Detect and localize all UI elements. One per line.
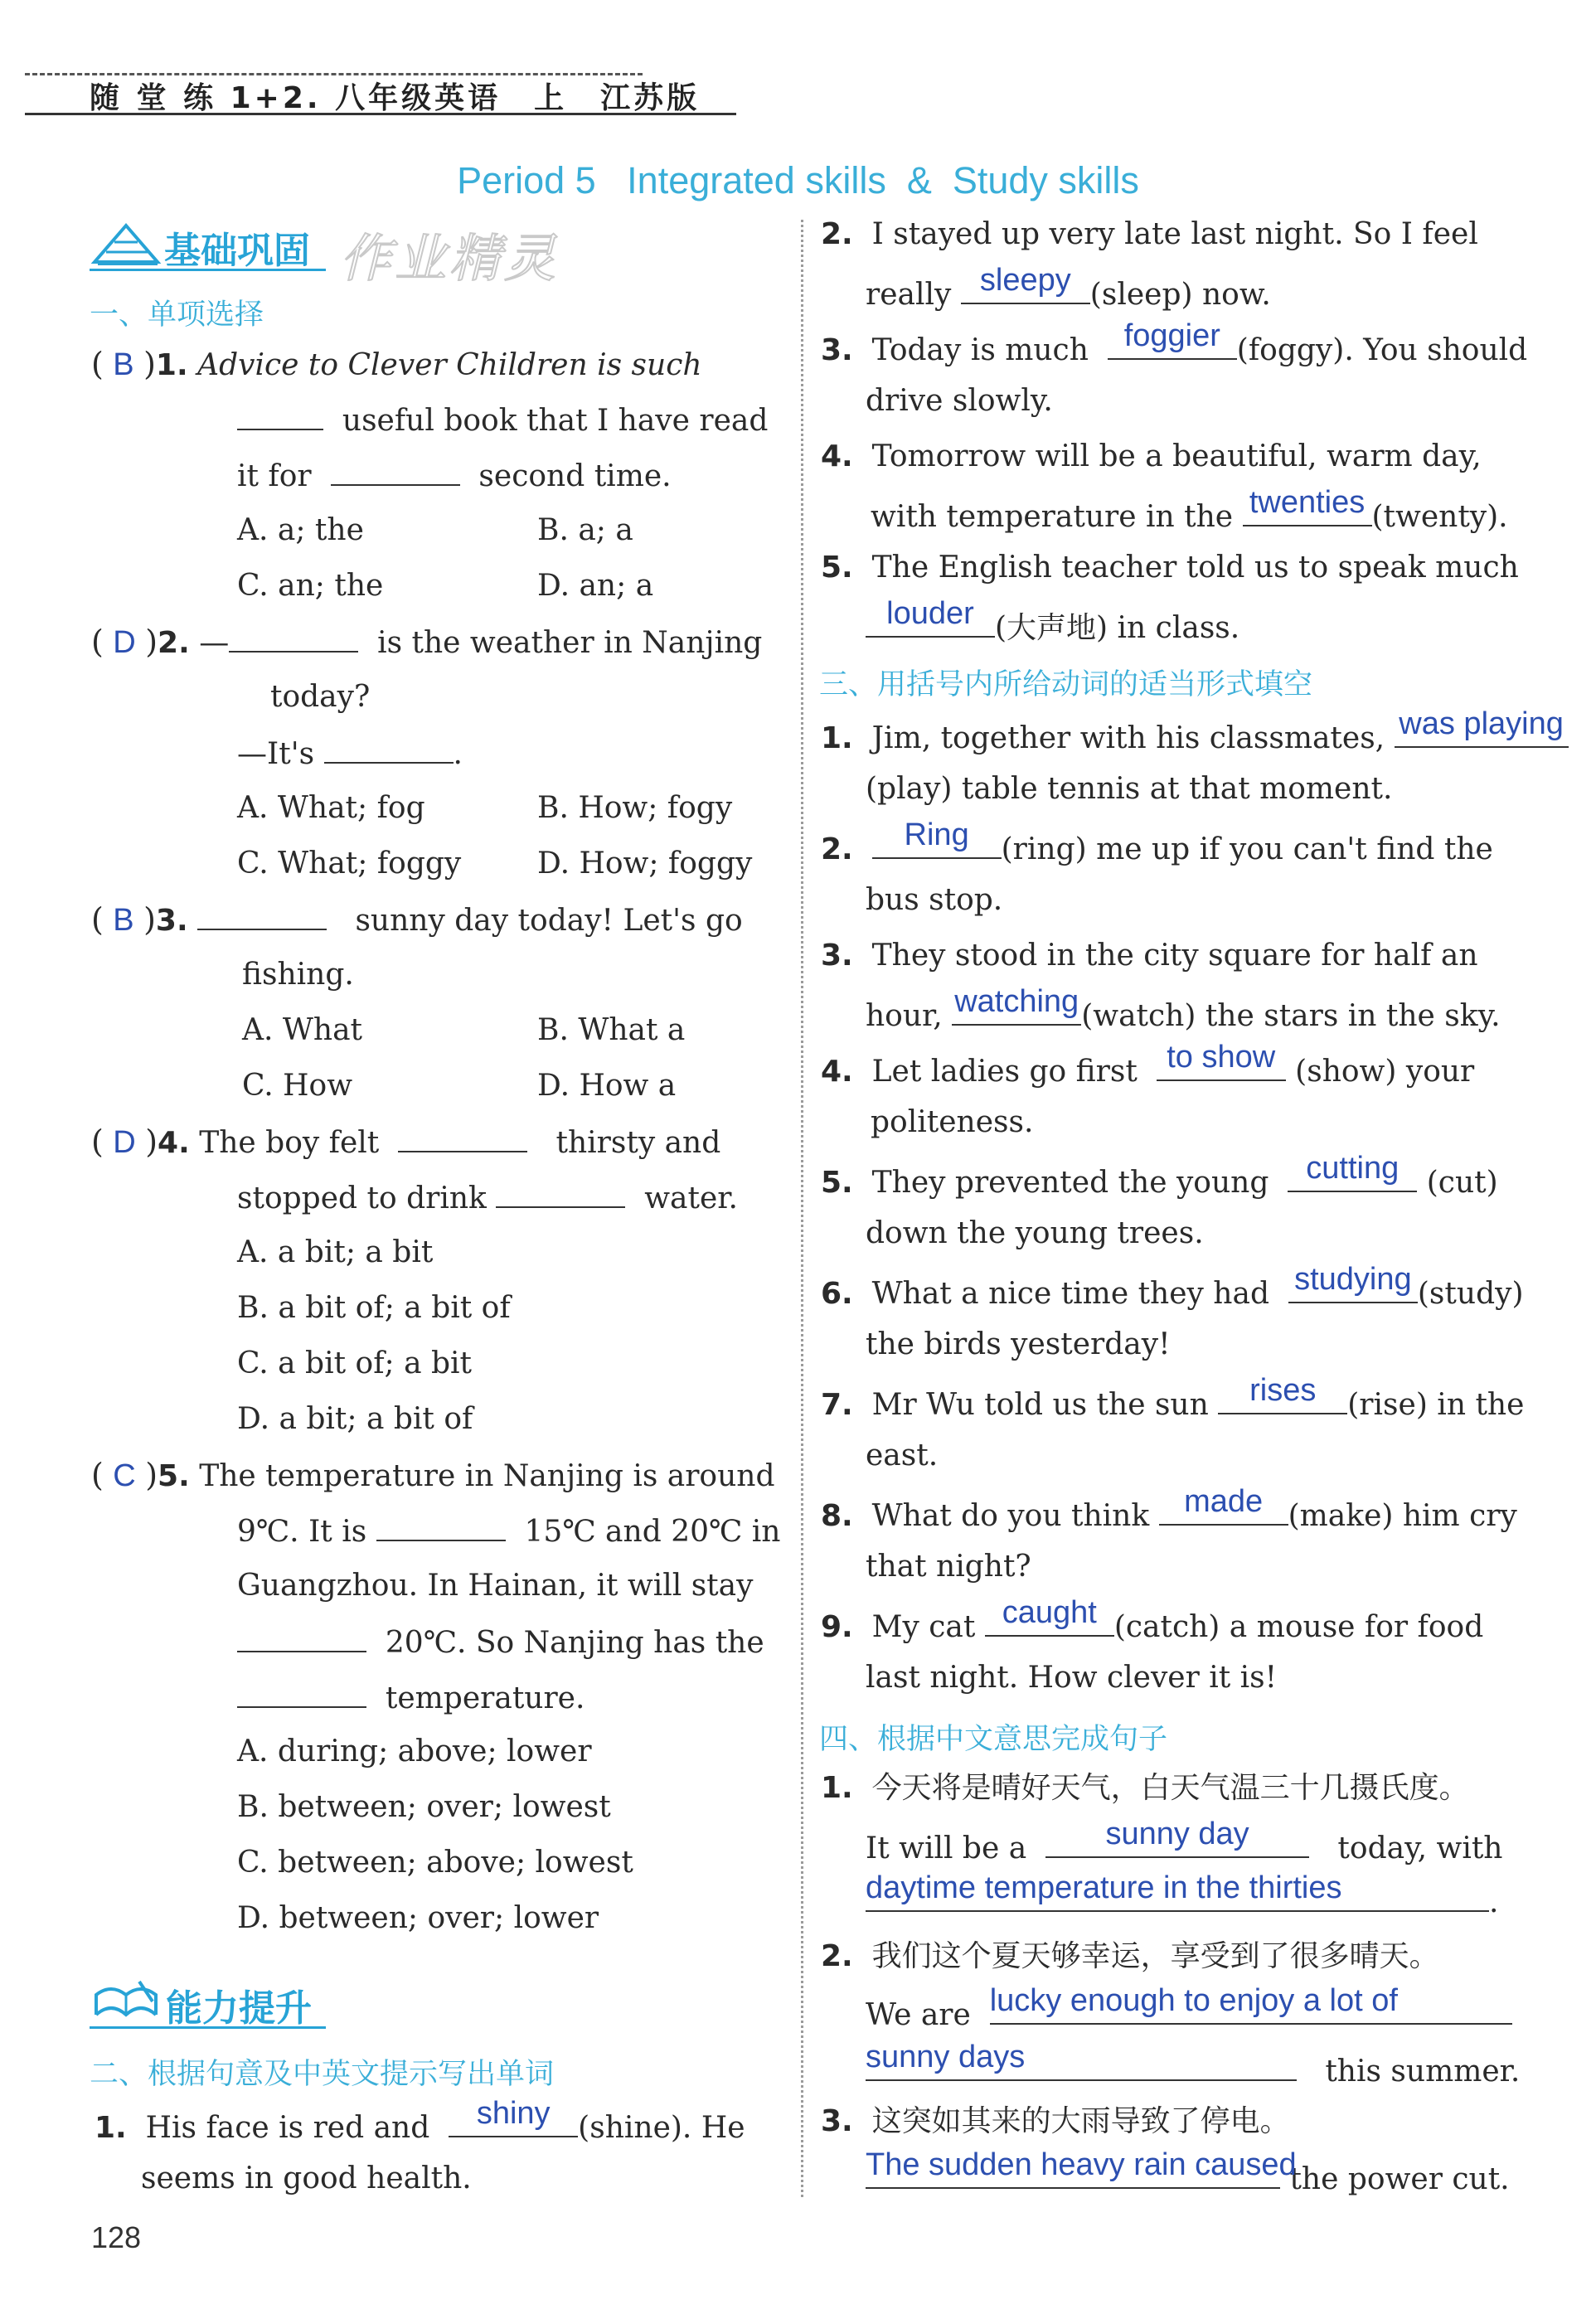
s3-answer-8: made: [1184, 1484, 1264, 1519]
s2-answer-2: sleepy: [979, 263, 1071, 298]
mc-5-option-b: B. between; over; lowest: [237, 1790, 611, 1824]
mc-3-option-b: B. What a: [537, 1013, 686, 1047]
s2-item-2: 2. I stayed up very late last night. So I feel: [821, 217, 1478, 251]
s3-item-3: 3. They stood in the city square for half an: [821, 939, 1478, 973]
book-pen-icon: [90, 1977, 163, 2028]
s3-answer-9: caught: [1002, 1595, 1097, 1630]
s4-answer-1b: daytime temperature in the thirties: [866, 1870, 1342, 1905]
s4-answer-1a: sunny day: [1105, 1817, 1249, 1851]
mc-1-option-c: C. an; the: [237, 569, 384, 603]
s2-item-5: 5. The English teacher told us to speak much: [821, 551, 1519, 585]
s2-answer-3: foggier: [1123, 318, 1220, 353]
s3-item-6: 6. What a nice time they had studying (study): [821, 1262, 1524, 1311]
mc-4-option-c: C. a bit of; a bit: [237, 1346, 473, 1380]
mc-answer-1: B: [113, 347, 134, 382]
section-4-heading: 四、根据中文意思完成句子: [819, 1723, 1168, 1756]
s4-item-1: 1. 今天将是晴好天气，白天气温三十几摄氏度。: [821, 1771, 1469, 1805]
s3-answer-5: cutting: [1306, 1151, 1400, 1186]
mc-4-option-d: D. a bit; a bit of: [237, 1402, 473, 1436]
s4-item-3: 3. 这突如其来的大雨导致了停电。: [821, 2104, 1290, 2138]
book-header: 随 堂 练 1+2. 八年级英语 上 江苏版: [90, 81, 701, 115]
ability-badge: [90, 1977, 163, 2031]
mc-3-option-c: C. How: [242, 1069, 353, 1103]
s3-item-7: 7. Mr Wu told us the sun rises (rise) in the: [821, 1373, 1525, 1422]
s3-answer-6: studying: [1294, 1262, 1412, 1297]
column-divider: [801, 220, 803, 2197]
page-title: Period 5 Integrated skills & Study skills: [457, 159, 1139, 201]
s4-answer-2a: lucky enough to enjoy a lot of: [989, 1983, 1398, 2018]
s4-answer-2b: sunny days: [866, 2040, 1026, 2074]
mc-5-option-c: C. between; above; lowest: [237, 1846, 633, 1880]
ability-badge-underline: [90, 2026, 326, 2029]
mc-3-option-a: A. What: [242, 1013, 363, 1047]
section-3-heading: 三、用括号内所给动词的适当形式填空: [819, 668, 1313, 701]
mc-2-option-c: C. What; foggy: [237, 847, 462, 881]
s2-item-3: 3. Today is much foggier (foggy). You should: [821, 318, 1528, 367]
mc-2-option-b: B. How; fogy: [537, 791, 733, 825]
s3-item-2: 2. Ring (ring) me up if you can't find the: [821, 817, 1493, 866]
mc-answer-3: B: [113, 903, 134, 938]
mc-answer-2: D: [113, 625, 136, 660]
s3-answer-7: rises: [1249, 1373, 1317, 1408]
basic-badge: [90, 219, 163, 272]
mc-question-2: ( D )2. — is the weather in Nanjing: [91, 623, 763, 660]
mc-5-option-d: D. between; over; lower: [237, 1901, 599, 1935]
section-2-heading: 二、根据句意及中英文提示写出单词: [90, 2058, 555, 2091]
mc-2-option-a: A. What; fog: [237, 791, 425, 825]
s4-item-2: 2. 我们这个夏天够幸运，享受到了很多晴天。: [821, 1939, 1439, 1973]
mc-1-option-a: A. a; the: [237, 513, 364, 547]
mc-2-option-d: D. How; foggy: [537, 847, 753, 881]
s3-answer-4: to show: [1167, 1040, 1276, 1075]
mc-question-3: ( B )3. sunny day today! Let's go: [91, 901, 743, 938]
mc-answer-5: C: [113, 1458, 136, 1493]
mc-question-5: ( C )5. The temperature in Nanjing is around: [91, 1457, 775, 1493]
s3-item-4: 4. Let ladies go first to show (show) your: [821, 1040, 1475, 1089]
s3-item-1: 1. Jim, together with his classmates, was playing: [821, 715, 1569, 758]
section-1-heading: 一、单项选择: [90, 298, 264, 332]
s2-answer-5: louder: [886, 596, 974, 631]
mc-4-option-a: A. a bit; a bit: [237, 1235, 434, 1269]
s2-item-4: 4. Tomorrow will be a beautiful, warm day,: [821, 439, 1482, 473]
s3-item-9: 9. My cat caught (catch) a mouse for food: [821, 1595, 1484, 1644]
basic-badge-label: 基础巩固: [164, 230, 310, 272]
basic-badge-underline: [90, 269, 326, 271]
s3-item-5: 5. They prevented the young cutting (cut): [821, 1151, 1498, 1200]
mc-1-option-b: B. a; a: [537, 513, 633, 547]
s3-answer-1: was playing: [1399, 706, 1564, 741]
header-rule: [25, 113, 736, 115]
watermark-logo: 作业精灵: [340, 228, 560, 289]
mc-answer-4: D: [113, 1125, 136, 1160]
mc-3-option-d: D. How a: [537, 1069, 677, 1103]
s2-answer-4: twenties: [1249, 485, 1366, 520]
s4-answer-3: The sudden heavy rain caused: [866, 2147, 1297, 2182]
s3-item-8: 8. What do you think made (make) him cry: [821, 1484, 1517, 1533]
ability-badge-label: 能力提升: [166, 1987, 312, 2030]
mc-5-option-a: A. during; above; lower: [237, 1734, 592, 1768]
s3-answer-2: Ring: [904, 817, 969, 852]
s3-answer-3: watching: [954, 984, 1079, 1019]
mc-1-option-d: D. an; a: [537, 569, 654, 603]
s2-item-1: 1. His face is red and shiny (shine). He: [95, 2096, 745, 2145]
ruler-pencil-icon: [90, 219, 163, 269]
mc-question-1: ( B )1. Advice to Clever Children is such: [91, 346, 702, 382]
page-number: 128: [91, 2220, 142, 2254]
mc-question-4: ( D )4. The boy felt thirsty and: [91, 1123, 721, 1160]
mc-4-option-b: B. a bit of; a bit of: [237, 1291, 511, 1325]
s2-answer-1: shiny: [476, 2096, 551, 2131]
